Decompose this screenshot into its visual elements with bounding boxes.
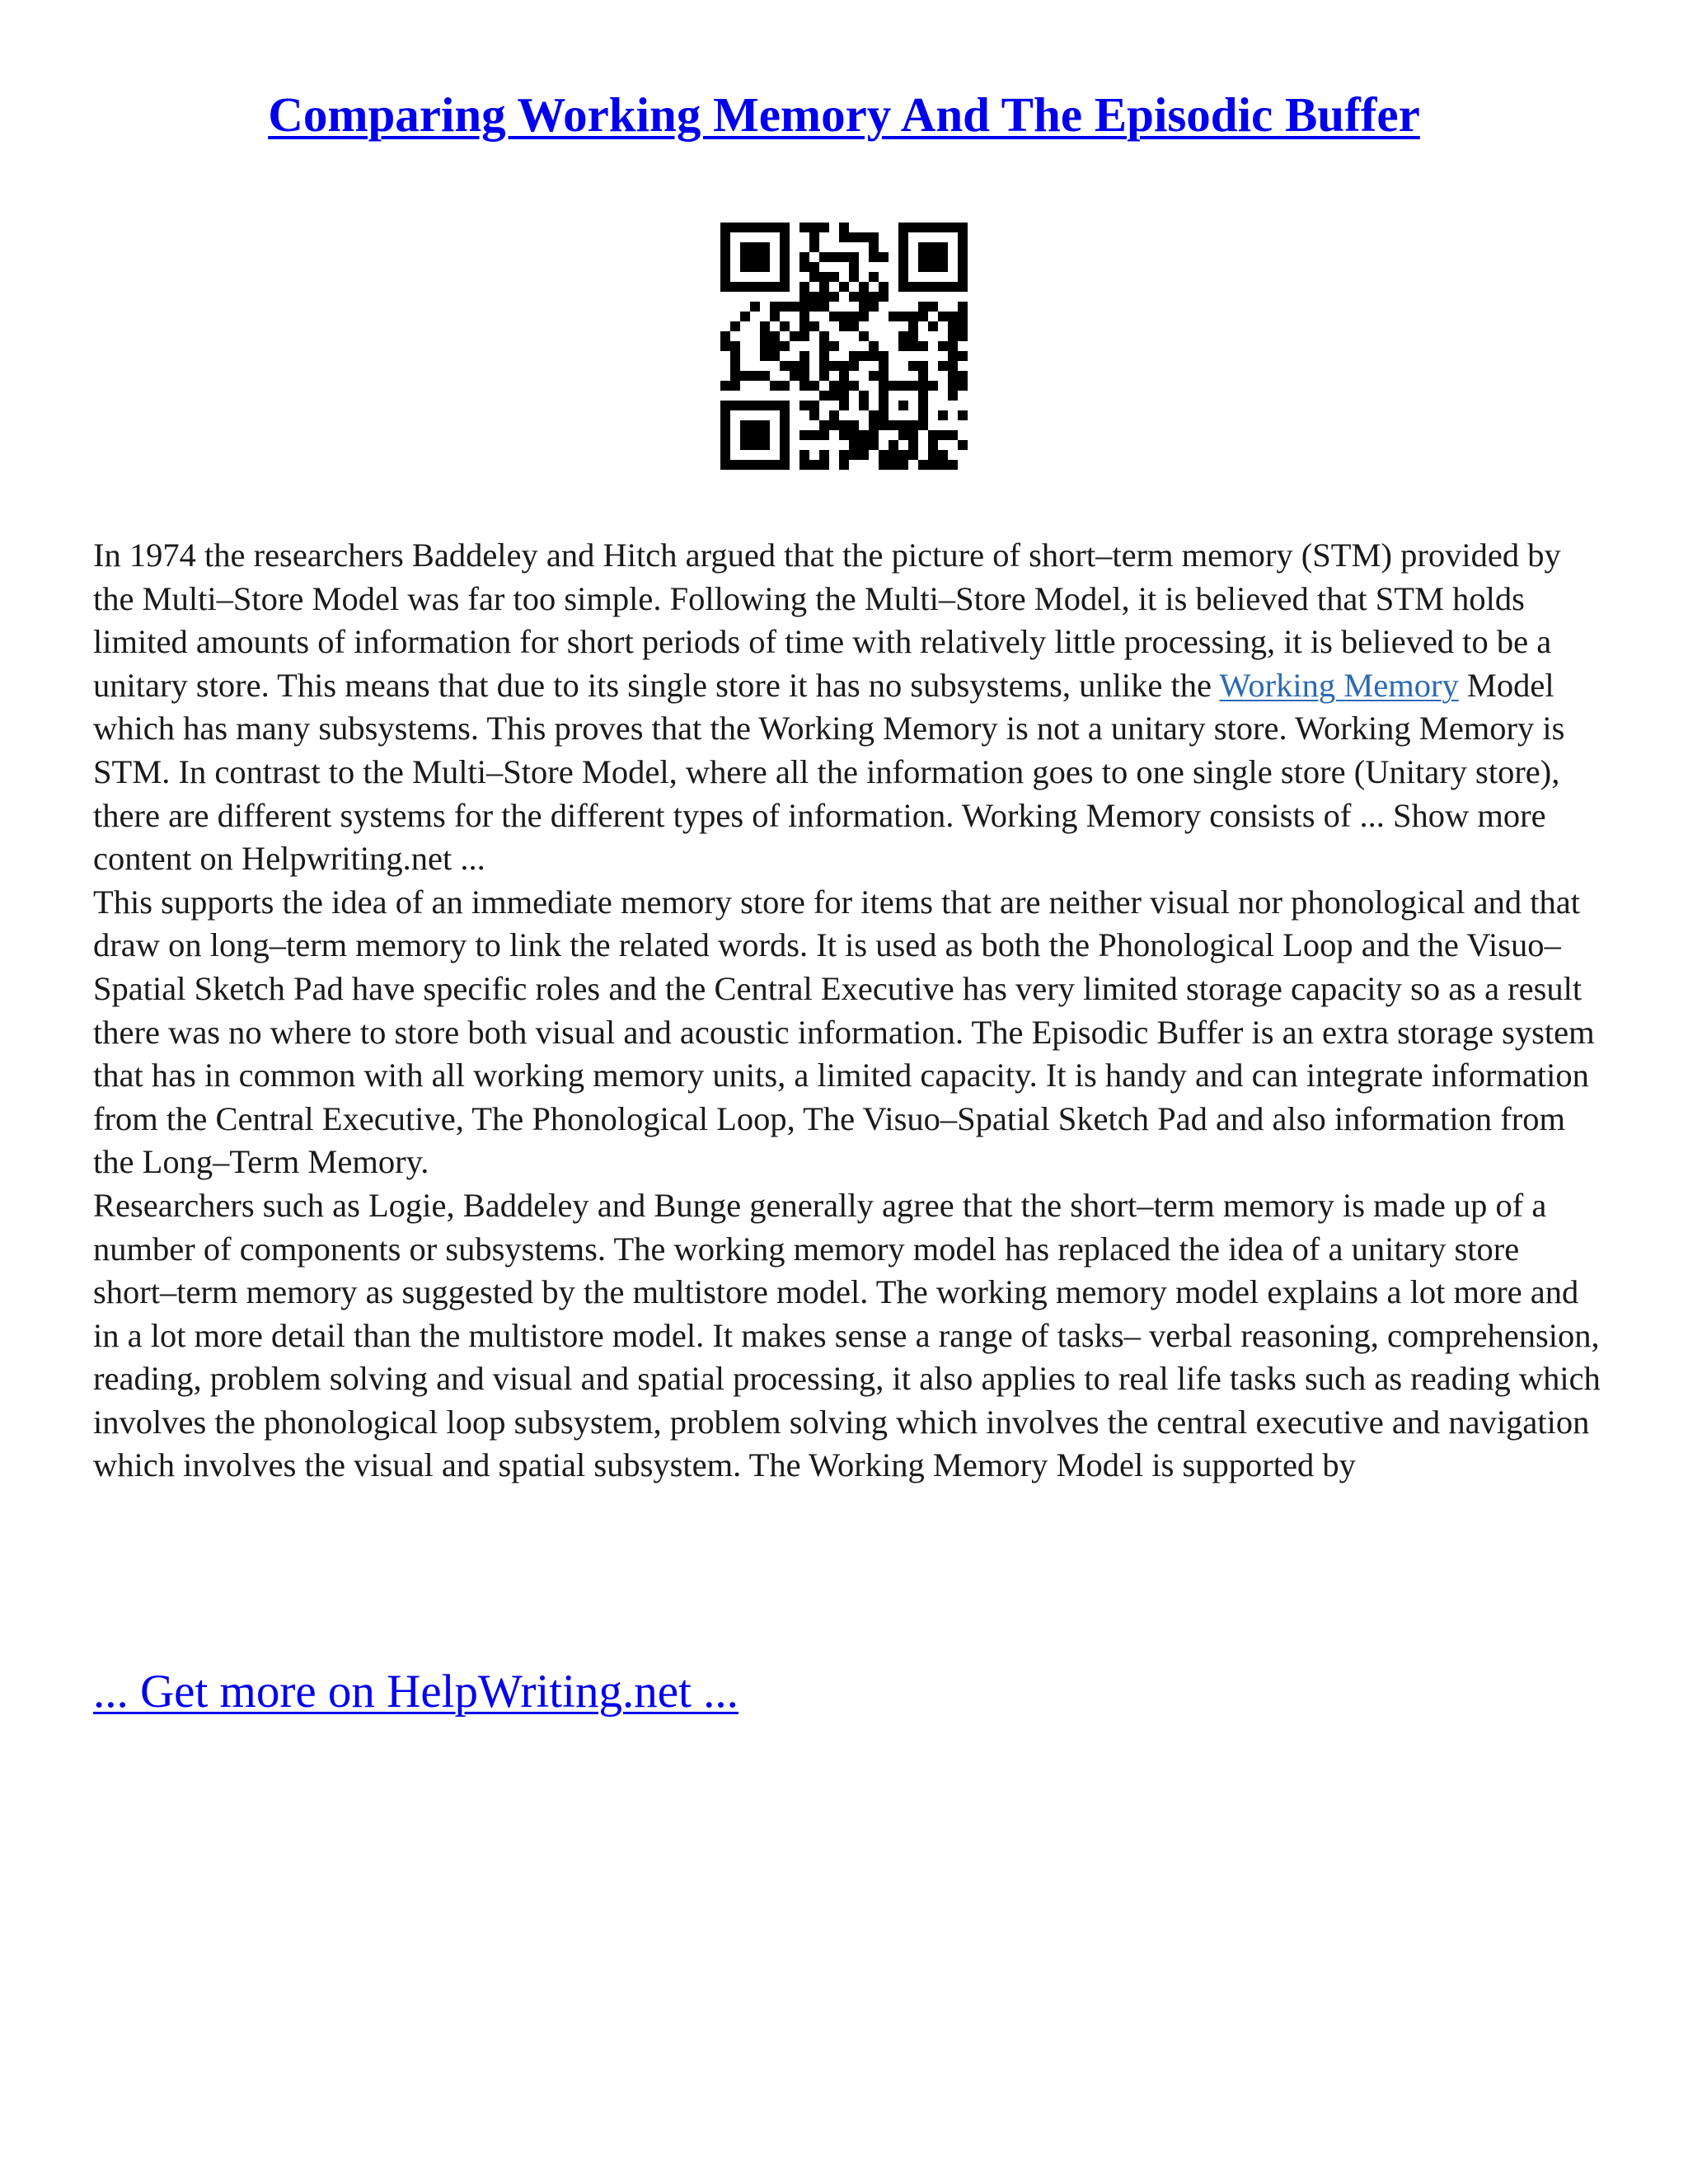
paragraph-2: This supports the idea of an immediate memory store for items that are neither visual nor phonological and that draw on long–term memory to link the related words. It is used as both the Phonological Loop and the Visuo–Spatial Sketch Pad have specific roles and the Central Executive has very limited storage capacity so as a result there was no where to store both visual and acoustic information. The Episodic Buffer is an extra storage system that has in common with all working memory units, a limited capacity. It is handy and can integrate information from the Central Executive, The Phonological Loop, The Visuo–Spatial Sketch Pad and also information from the Long–Term Memory. [93, 883, 1595, 1181]
qr-code-graphic [720, 223, 968, 470]
paragraph-1-text-start: In 1974 the researchers Baddeley and Hitch argued that the picture of short–term memory (STM) provided by the Multi–Store Model was far too simple. Following the Multi–Store Model, it is believed that STM holds limited amounts of information for short periods of time with relatively little processing, it is believed to be a unitary store. This means that due to its single store it has no subsystems, unlike the [93, 537, 1561, 704]
get-more-link[interactable]: ... Get more on HelpWriting.net ... [93, 1666, 738, 1718]
working-memory-link[interactable]: Working Memory [1219, 666, 1459, 704]
title-container [0, 87, 1688, 143]
paragraph-1 [93, 534, 1601, 881]
paragraph-3: Researchers such as Logie, Baddeley and Bunge generally agree that the short–term memory is made up of a number of components or subsystems. The working memory model has replaced the idea of a unitary store short–term memory as suggested by the multistore model. The working memory model explains a lot more and in a lot more detail than the multistore model. It makes sense a range of tasks– verbal reasoning, comprehension, reading, problem solving and visual and spatial processing, it also applies to real life tasks such as reading which involves the phonological loop subsystem, problem solving which involves the central executive and navigation which involves the visual and spatial subsystem. The Working Memory Model is supported by [93, 1186, 1601, 1484]
paragraph-1-text-end: Model which has many subsystems. This proves that the Working Memory is not a unitary store. Working Memory is STM. In contrast to the Multi–Store Model, where all the information goes to one single store (Unitary store), there are different systems for the different types of information. Working Memory consists of ... Show more content on Helpwriting.net ... [93, 666, 1565, 878]
qr-code-image [720, 223, 968, 470]
article-body [93, 534, 1601, 1488]
page-title-link[interactable]: Comparing Working Memory And The Episodic Buffer [268, 87, 1420, 142]
